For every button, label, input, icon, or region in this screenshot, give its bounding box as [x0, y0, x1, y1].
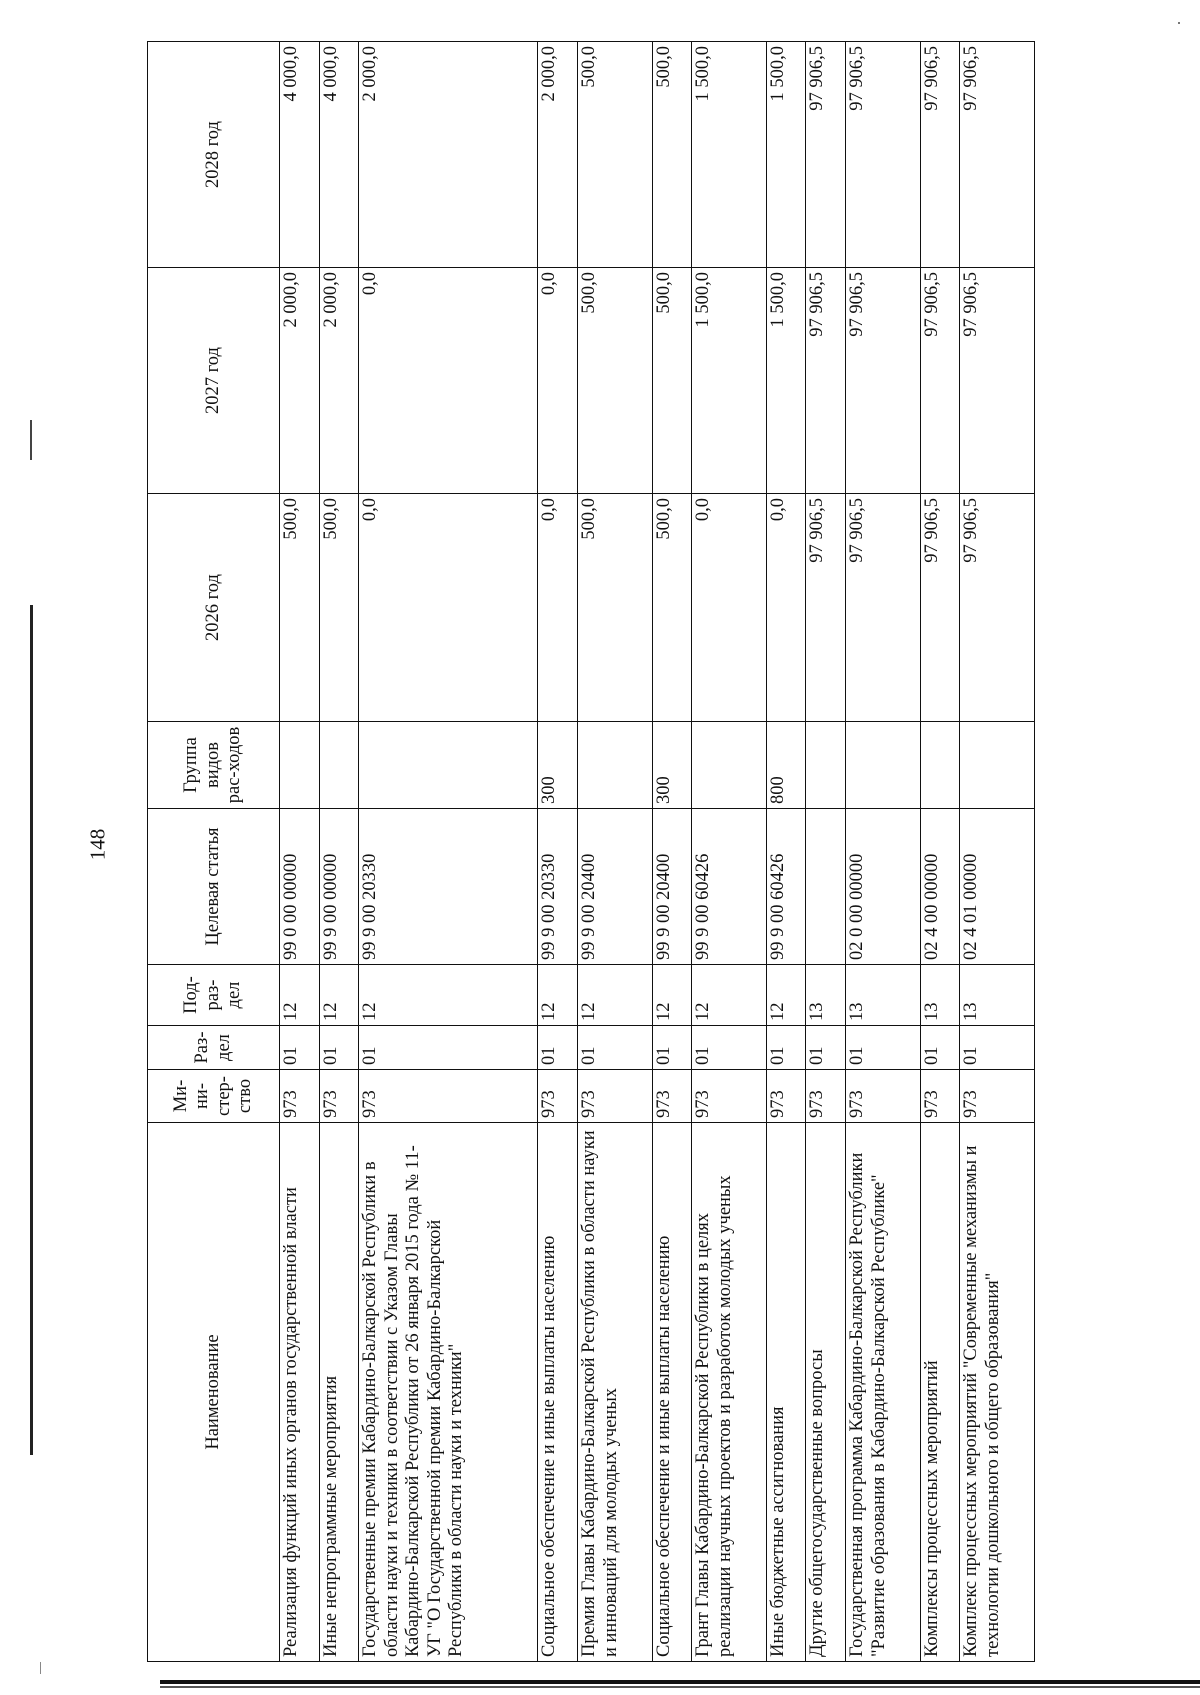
row-ministry: 973 — [692, 1070, 767, 1123]
row-subsection: 13 — [960, 965, 1035, 1026]
row-ministry: 973 — [280, 1070, 320, 1123]
budget-table-container — [147, 42, 1035, 1662]
row-name: Грант Главы Кабардино-Балкарской Республики в целях реализации научных проектов и разработок молодых ученых — [692, 1123, 767, 1662]
row-target-article: 02 4 00 00000 — [920, 809, 960, 965]
row-section: 01 — [846, 1026, 921, 1070]
scan-speck — [1178, 22, 1180, 24]
header-section: Раз-дел — [148, 1026, 280, 1070]
row-ministry: 973 — [319, 1070, 359, 1123]
row-value-2028: 97 906,5 — [920, 42, 960, 268]
budget-table — [147, 41, 1035, 1662]
row-target-article — [806, 809, 846, 965]
scan-edge-mark — [30, 420, 32, 460]
table-row — [578, 42, 653, 1662]
row-value-2027: 1 500,0 — [692, 268, 767, 494]
row-name: Социальное обеспечение и иные выплаты населению — [652, 1123, 692, 1662]
row-value-2026: 0,0 — [538, 494, 578, 722]
row-target-article: 02 0 00 00000 — [846, 809, 921, 965]
table-row — [652, 42, 692, 1662]
row-target-article: 99 9 00 20330 — [359, 809, 538, 965]
header-2028: 2028 год — [148, 42, 280, 268]
row-value-2027: 0,0 — [538, 268, 578, 494]
row-name: Иные бюджетные ассигнования — [766, 1123, 806, 1662]
row-section: 01 — [578, 1026, 653, 1070]
row-expense-group — [960, 722, 1035, 809]
row-value-2027: 500,0 — [652, 268, 692, 494]
row-target-article: 99 9 00 20330 — [538, 809, 578, 965]
row-section: 01 — [538, 1026, 578, 1070]
row-subsection: 13 — [920, 965, 960, 1026]
row-value-2028: 4 000,0 — [319, 42, 359, 268]
row-value-2026: 97 906,5 — [806, 494, 846, 722]
header-2027: 2027 год — [148, 268, 280, 494]
row-value-2028: 97 906,5 — [960, 42, 1035, 268]
row-expense-group: 800 — [766, 722, 806, 809]
row-ministry: 973 — [766, 1070, 806, 1123]
scan-bottom-border — [160, 1680, 1200, 1684]
header-ministry: Ми-ни-стер-ство — [148, 1070, 280, 1123]
row-expense-group — [578, 722, 653, 809]
table-row — [960, 42, 1035, 1662]
row-value-2027: 97 906,5 — [846, 268, 921, 494]
row-section: 01 — [319, 1026, 359, 1070]
row-subsection: 12 — [692, 965, 767, 1026]
header-subsection: Под-раз-дел — [148, 965, 280, 1026]
scan-bottom-border — [160, 1686, 1200, 1688]
table-row — [806, 42, 846, 1662]
row-subsection: 12 — [359, 965, 538, 1026]
row-target-article: 99 9 00 20400 — [578, 809, 653, 965]
row-value-2028: 1 500,0 — [766, 42, 806, 268]
row-value-2028: 4 000,0 — [280, 42, 320, 268]
row-value-2026: 97 906,5 — [960, 494, 1035, 722]
table-row — [280, 42, 320, 1662]
row-value-2026: 97 906,5 — [920, 494, 960, 722]
row-value-2027: 1 500,0 — [766, 268, 806, 494]
row-value-2026: 500,0 — [280, 494, 320, 722]
row-section: 01 — [920, 1026, 960, 1070]
row-value-2027: 97 906,5 — [920, 268, 960, 494]
row-ministry: 973 — [920, 1070, 960, 1123]
row-name: Иные непрограммные мероприятия — [319, 1123, 359, 1662]
table-row — [920, 42, 960, 1662]
row-value-2028: 500,0 — [652, 42, 692, 268]
row-value-2027: 97 906,5 — [960, 268, 1035, 494]
row-subsection: 12 — [766, 965, 806, 1026]
row-value-2028: 2 000,0 — [359, 42, 538, 268]
table-row — [538, 42, 578, 1662]
row-subsection: 12 — [652, 965, 692, 1026]
row-value-2026: 500,0 — [652, 494, 692, 722]
row-value-2028: 500,0 — [578, 42, 653, 268]
row-expense-group — [280, 722, 320, 809]
header-target-article: Целевая статья — [148, 809, 280, 965]
row-value-2028: 97 906,5 — [806, 42, 846, 268]
row-ministry: 973 — [359, 1070, 538, 1123]
row-expense-group — [846, 722, 921, 809]
header-2026: 2026 год — [148, 494, 280, 722]
row-value-2028: 1 500,0 — [692, 42, 767, 268]
row-value-2028: 97 906,5 — [846, 42, 921, 268]
row-expense-group — [920, 722, 960, 809]
table-row — [846, 42, 921, 1662]
row-value-2027: 2 000,0 — [319, 268, 359, 494]
row-ministry: 973 — [846, 1070, 921, 1123]
row-expense-group — [692, 722, 767, 809]
table-row — [766, 42, 806, 1662]
row-section: 01 — [692, 1026, 767, 1070]
row-section: 01 — [359, 1026, 538, 1070]
row-subsection: 12 — [578, 965, 653, 1026]
table-row — [692, 42, 767, 1662]
row-target-article: 02 4 01 00000 — [960, 809, 1035, 965]
row-target-article: 99 9 00 60426 — [766, 809, 806, 965]
row-value-2026: 500,0 — [319, 494, 359, 722]
row-value-2026: 0,0 — [766, 494, 806, 722]
row-value-2027: 97 906,5 — [806, 268, 846, 494]
row-ministry: 973 — [538, 1070, 578, 1123]
row-target-article: 99 0 00 00000 — [280, 809, 320, 965]
row-ministry: 973 — [652, 1070, 692, 1123]
row-value-2026: 0,0 — [692, 494, 767, 722]
header-name: Наименование — [148, 1123, 280, 1662]
row-value-2026: 500,0 — [578, 494, 653, 722]
row-target-article: 99 9 00 60426 — [692, 809, 767, 965]
header-expense-group: Группа видов рас-ходов — [148, 722, 280, 809]
row-ministry: 973 — [806, 1070, 846, 1123]
row-section: 01 — [960, 1026, 1035, 1070]
row-value-2028: 2 000,0 — [538, 42, 578, 268]
row-expense-group: 300 — [652, 722, 692, 809]
scan-edge-line — [30, 605, 33, 1455]
row-name: Другие общегосударственные вопросы — [806, 1123, 846, 1662]
row-value-2027: 0,0 — [359, 268, 538, 494]
row-section: 01 — [652, 1026, 692, 1070]
row-value-2026: 0,0 — [359, 494, 538, 722]
row-subsection: 12 — [280, 965, 320, 1026]
row-section: 01 — [766, 1026, 806, 1070]
scan-edge-mark — [40, 1662, 47, 1674]
row-ministry: 973 — [960, 1070, 1035, 1123]
row-name: Премия Главы Кабардино-Балкарской Республики в области науки и инноваций для молодых ученых — [578, 1123, 653, 1662]
row-name: Государственная программа Кабардино-Балкарской Республики "Развитие образования в Кабардино-Балкарской Республике" — [846, 1123, 921, 1662]
row-section: 01 — [280, 1026, 320, 1070]
row-name: Государственные премии Кабардино-Балкарской Республики в области науки и техники в соответствии с Указом Главы Кабардино-Балкарской Республики от 26 января 2015 года № 11-УГ "О Государственной премии Кабардино-Балкарской Республики в области науки и техники" — [359, 1123, 538, 1662]
row-value-2027: 2 000,0 — [280, 268, 320, 494]
row-name: Комплексы процессных мероприятий — [920, 1123, 960, 1662]
row-expense-group — [359, 722, 538, 809]
row-target-article: 99 9 00 20400 — [652, 809, 692, 965]
row-value-2027: 500,0 — [578, 268, 653, 494]
row-ministry: 973 — [578, 1070, 653, 1123]
row-subsection: 12 — [538, 965, 578, 1026]
row-subsection: 13 — [806, 965, 846, 1026]
row-expense-group — [319, 722, 359, 809]
row-expense-group: 300 — [538, 722, 578, 809]
page-number: 148 — [85, 828, 110, 861]
row-target-article: 99 9 00 00000 — [319, 809, 359, 965]
row-section: 01 — [806, 1026, 846, 1070]
row-name: Социальное обеспечение и иные выплаты населению — [538, 1123, 578, 1662]
row-subsection: 13 — [846, 965, 921, 1026]
row-subsection: 12 — [319, 965, 359, 1026]
table-row — [319, 42, 359, 1662]
row-name: Комплекс процессных мероприятий "Современные механизмы и технологии дошкольного и общего образования" — [960, 1123, 1035, 1662]
table-header-row — [148, 42, 280, 1662]
row-expense-group — [806, 722, 846, 809]
row-value-2026: 97 906,5 — [846, 494, 921, 722]
table-row — [359, 42, 538, 1662]
row-name: Реализация функций иных органов государственной власти — [280, 1123, 320, 1662]
